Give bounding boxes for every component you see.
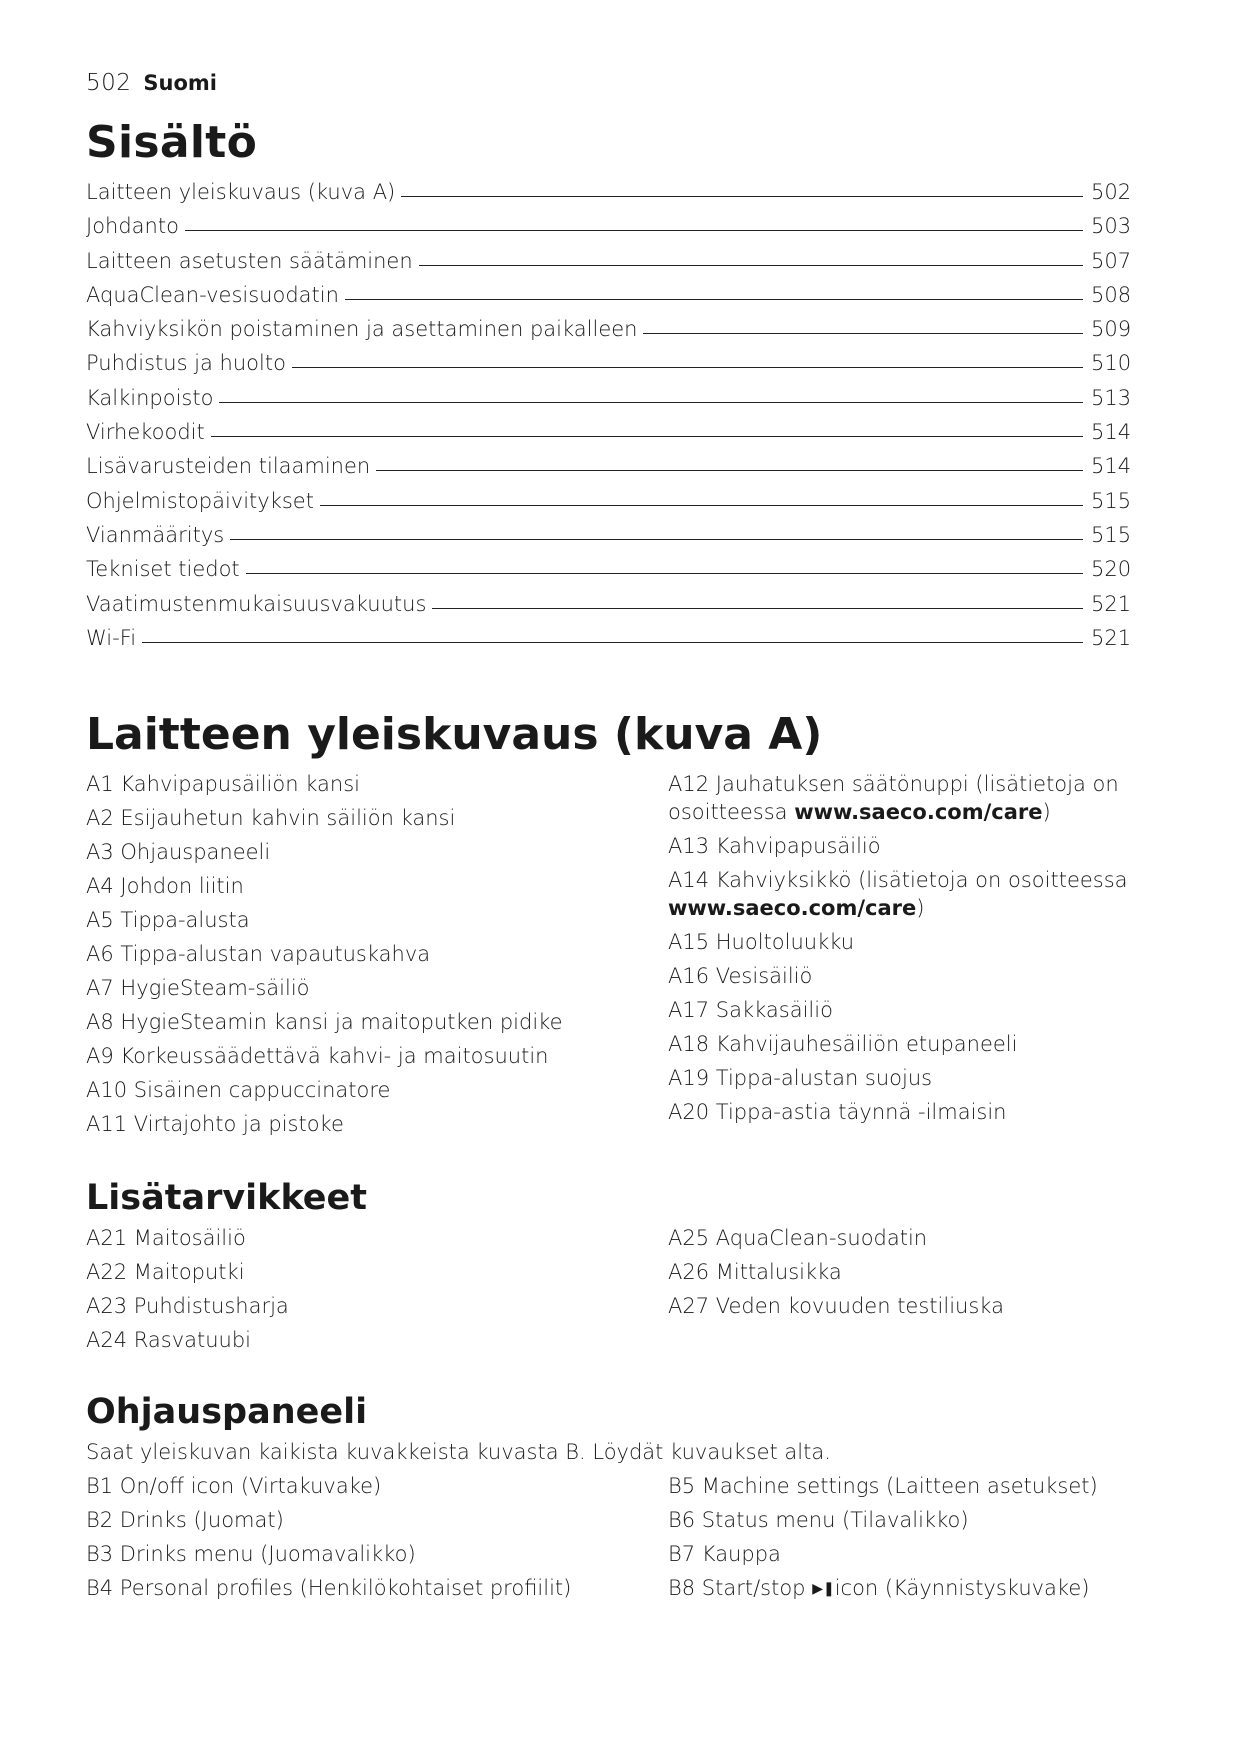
accessories-left-column — [86, 1224, 668, 1360]
toc-entry[interactable] — [86, 523, 1131, 557]
part-item-a14 — [668, 866, 1131, 922]
toc-entry[interactable] — [86, 489, 1131, 523]
toc-entry-page: 520 — [1091, 557, 1132, 582]
page-header — [86, 70, 1131, 114]
toc-leader-line — [320, 505, 1083, 506]
closing-paren: ) — [916, 896, 925, 921]
toc-entry-label: Johdanto — [86, 214, 179, 239]
toc-entry[interactable] — [86, 420, 1131, 454]
accessory-item: A21 Maitosäiliö — [86, 1226, 246, 1251]
toc-entry-label: Vaatimustenmukaisuusvakuutus — [86, 591, 427, 616]
toc-entry-page: 515 — [1091, 488, 1132, 513]
part-item: A5 Tippa-alusta — [86, 908, 250, 933]
accessories-heading: Lisätarvikkeet — [86, 1178, 367, 1219]
toc-entry-page: 515 — [1091, 522, 1132, 547]
control-panel-right-column — [668, 1472, 1131, 1609]
icon-item: B2 Drinks (Juomat) — [86, 1508, 284, 1533]
toc-entry-page: 521 — [1091, 625, 1132, 650]
icon-item: B3 Drinks menu (Juomavalikko) — [86, 1542, 416, 1567]
toc-entry-label: Wi-Fi — [86, 625, 137, 650]
manual-page — [86, 70, 1131, 1609]
toc-entry[interactable] — [86, 626, 1131, 660]
part-item: A13 Kahvipapusäiliö — [668, 834, 881, 859]
toc-entry[interactable] — [86, 351, 1131, 385]
page-number: 502 — [86, 70, 132, 96]
toc-entry-page: 521 — [1091, 591, 1132, 616]
accessory-item: A22 Maitoputki — [86, 1260, 245, 1285]
part-item-text: A12 Jauhatuksen säätönuppi (lisätietoja on osoitteessa — [668, 772, 1119, 825]
accessory-item: A24 Rasvatuubi — [86, 1328, 252, 1353]
toc-entry[interactable] — [86, 214, 1131, 248]
part-item: A1 Kahvipapusäiliön kansi — [86, 772, 360, 797]
toc-entry-label: Tekniset tiedot — [86, 557, 240, 582]
accessory-item: A26 Mittalusikka — [668, 1260, 842, 1285]
part-item: A4 Johdon liitin — [86, 874, 244, 899]
play-pause-icon: ▶❚ — [812, 1581, 835, 1598]
closing-paren: ) — [1042, 800, 1051, 825]
accessories-right-column — [668, 1224, 1131, 1360]
part-item-text: A14 Kahviyksikkö (lisätietoja on osoitteessa — [668, 868, 1128, 893]
saeco-care-link[interactable]: www.saeco.com/care — [794, 800, 1043, 825]
part-item: A15 Huoltoluukku — [668, 930, 855, 955]
toc-leader-line — [185, 230, 1083, 231]
part-item: A11 Virtajohto ja pistoke — [86, 1112, 344, 1137]
toc-leader-line — [401, 196, 1083, 197]
overview-left-column — [86, 770, 668, 1144]
toc-entry[interactable] — [86, 454, 1131, 488]
b8-suffix: icon (Käynnistyskuvake) — [834, 1576, 1090, 1601]
toc-entry-label: Laitteen asetusten säätäminen — [86, 248, 413, 273]
part-item: A6 Tippa-alustan vapautuskahva — [86, 942, 431, 967]
toc-entry-page: 502 — [1091, 180, 1132, 204]
control-panel-left-column — [86, 1472, 668, 1609]
part-item: A9 Korkeussäädettävä kahvi- ja maitosuutin — [86, 1044, 549, 1069]
toc-entry-label: Kalkinpoisto — [86, 385, 214, 410]
toc-leader-line — [292, 367, 1083, 368]
toc-entry-page: 510 — [1091, 351, 1132, 376]
toc-entry-page: 513 — [1091, 385, 1132, 410]
toc-entry-page: 514 — [1091, 420, 1132, 445]
icon-item: B1 On/off icon (Virtakuvake) — [86, 1474, 382, 1499]
part-item: A17 Sakkasäiliö — [668, 998, 833, 1023]
toc-entry[interactable] — [86, 249, 1131, 283]
accessory-item: A25 AquaClean-suodatin — [668, 1226, 928, 1251]
toc-entry-label: Kahviyksikön poistaminen ja asettaminen paikalleen — [86, 317, 638, 342]
saeco-care-link[interactable]: www.saeco.com/care — [668, 896, 917, 921]
toc-entry[interactable] — [86, 180, 1131, 214]
accessory-item: A27 Veden kovuuden testiliuska — [668, 1294, 1004, 1319]
toc-leader-line — [376, 470, 1083, 471]
icon-item: B7 Kauppa — [668, 1542, 781, 1567]
part-item: A3 Ohjauspaneeli — [86, 840, 271, 865]
toc-entry[interactable] — [86, 592, 1131, 626]
toc-leader-line — [432, 608, 1083, 609]
toc-entry-page: 514 — [1091, 454, 1132, 479]
overview-right-column — [668, 770, 1131, 1144]
toc-entry[interactable] — [86, 317, 1131, 351]
toc-entry-page: 507 — [1091, 248, 1132, 273]
part-item: A10 Sisäinen cappuccinatore — [86, 1078, 391, 1103]
toc-entry[interactable] — [86, 557, 1131, 591]
toc-entry-page: 508 — [1091, 282, 1132, 307]
icon-item: B5 Machine settings (Laitteen asetukset) — [668, 1474, 1098, 1499]
part-item: A18 Kahvijauhesäiliön etupaneeli — [668, 1032, 1018, 1057]
part-item: A8 HygieSteamin kansi ja maitoputken pidike — [86, 1010, 563, 1035]
toc-leader-line — [246, 573, 1083, 574]
toc-leader-line — [419, 265, 1083, 266]
toc-leader-line — [142, 642, 1083, 643]
part-item: A19 Tippa-alustan suojus — [668, 1066, 933, 1091]
part-item: A2 Esijauhetun kahvin säiliön kansi — [86, 806, 456, 831]
table-of-contents — [86, 180, 1131, 660]
control-panel-intro: Saat yleiskuvan kaikista kuvakkeista kuvasta B. Löydät kuvaukset alta. — [86, 1440, 831, 1465]
icon-item: B6 Status menu (Tilavalikko) — [668, 1508, 969, 1533]
toc-entry-label: Ohjelmistopäivitykset — [86, 488, 314, 513]
toc-leader-line — [345, 299, 1083, 300]
toc-entry-label: Lisävarusteiden tilaaminen — [86, 454, 371, 479]
overview-columns — [86, 770, 1131, 1144]
part-item: A20 Tippa-astia täynnä -ilmaisin — [668, 1100, 1007, 1125]
toc-title: Sisältö — [86, 117, 258, 168]
language-label: Suomi — [143, 71, 217, 95]
toc-leader-line — [219, 402, 1083, 403]
b8-prefix: B8 Start/stop — [668, 1576, 813, 1601]
part-item-a12 — [668, 770, 1131, 826]
part-item: A7 HygieSteam-säiliö — [86, 976, 310, 1001]
toc-entry[interactable] — [86, 386, 1131, 420]
toc-entry-page: 503 — [1091, 214, 1132, 239]
toc-entry-label: AquaClean-vesisuodatin — [86, 282, 339, 307]
control-panel-columns — [86, 1472, 1131, 1609]
icon-item-b8 — [668, 1574, 1131, 1603]
accessory-item: A23 Puhdistusharja — [86, 1294, 289, 1319]
toc-leader-line — [211, 436, 1083, 437]
control-panel-heading: Ohjauspaneeli — [86, 1392, 368, 1433]
toc-entry-label: Vianmääritys — [86, 522, 225, 547]
icon-item: B4 Personal profiles (Henkilökohtaiset profiilit) — [86, 1576, 572, 1601]
toc-leader-line — [230, 539, 1083, 540]
toc-entry-label: Puhdistus ja huolto — [86, 351, 286, 376]
toc-entry-page: 509 — [1091, 317, 1132, 342]
toc-entry[interactable] — [86, 283, 1131, 317]
toc-entry-label: Laitteen yleiskuvaus (kuva A) — [86, 180, 396, 204]
toc-entry-label: Virhekoodit — [86, 420, 205, 445]
toc-leader-line — [643, 333, 1083, 334]
overview-heading: Laitteen yleiskuvaus (kuva A) — [86, 709, 823, 761]
part-item: A16 Vesisäiliö — [668, 964, 813, 989]
accessories-columns — [86, 1224, 1131, 1360]
